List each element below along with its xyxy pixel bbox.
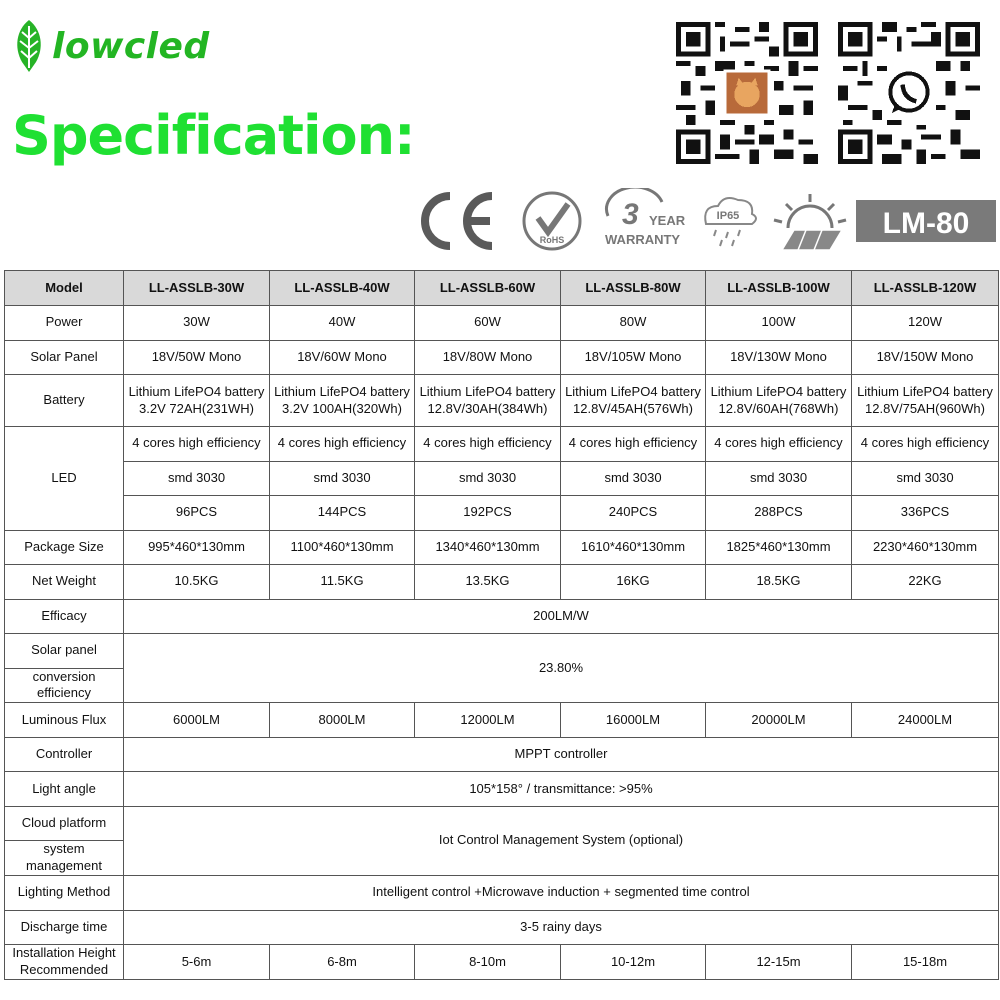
table-row-solar-panel — [5, 340, 999, 375]
table-cell: smd 3030 — [561, 461, 706, 496]
row-label: Light angle — [5, 772, 124, 807]
brand-name: lowcled — [52, 25, 210, 67]
battery-capacity: 12.8V/75AH(960Wh) — [865, 400, 985, 416]
table-cell — [124, 375, 270, 427]
table-cell: 4 cores high efficiency — [706, 427, 852, 462]
whatsapp-qr-code — [838, 22, 980, 164]
battery-type: Lithium LifePO4 battery — [857, 383, 993, 399]
table-cell: 6-8m — [270, 945, 415, 980]
table-cell: 336PCS — [852, 496, 999, 531]
table-cell: smd 3030 — [415, 461, 561, 496]
table-cell: 120W — [852, 306, 999, 341]
table-cell: 60W — [415, 306, 561, 341]
rohs-icon — [524, 193, 580, 249]
table-cell: 192PCS — [415, 496, 561, 531]
svg-text:WARRANTY: WARRANTY — [605, 232, 681, 247]
brand-logo — [12, 16, 210, 76]
table-row-power — [5, 306, 999, 341]
table-cell: 40W — [270, 306, 415, 341]
specification-table — [4, 270, 999, 980]
row-label-line: Recommended — [19, 961, 109, 977]
table-cell: 18V/80W Mono — [415, 340, 561, 375]
leaf-icon — [12, 18, 46, 74]
table-row-lighting-method — [5, 876, 999, 911]
battery-type: Lithium LifePO4 battery — [274, 383, 410, 399]
row-label: Luminous Flux — [5, 703, 124, 738]
table-cell: 240PCS — [561, 496, 706, 531]
table-cell: 2230*460*130mm — [852, 530, 999, 565]
table-cell: 4 cores high efficiency — [415, 427, 561, 462]
table-cell: 1340*460*130mm — [415, 530, 561, 565]
table-row-luminous-flux — [5, 703, 999, 738]
table-cell: 18V/130W Mono — [706, 340, 852, 375]
header-model-80w: LL-ASSLB-80W — [561, 271, 706, 306]
table-cell: 4 cores high efficiency — [124, 427, 270, 462]
table-row-installation-height — [5, 945, 999, 980]
table-cell: 4 cores high efficiency — [270, 427, 415, 462]
svg-text:YEAR: YEAR — [649, 213, 686, 228]
table-row-led-count — [5, 496, 999, 531]
row-label — [5, 945, 124, 980]
svg-text:RoHS: RoHS — [539, 235, 565, 245]
table-cell: 12-15m — [706, 945, 852, 980]
table-row-solar-conversion — [5, 634, 999, 669]
battery-capacity: 12.8V/60AH(768Wh) — [718, 400, 839, 416]
battery-capacity: 12.8V/45AH(576Wh) — [573, 400, 693, 416]
table-header-row — [5, 271, 999, 306]
battery-capacity: 3.2V 100AH(320Wh) — [282, 400, 402, 416]
table-cell: 10-12m — [561, 945, 706, 980]
table-cell: 288PCS — [706, 496, 852, 531]
battery-type: Lithium LifePO4 battery — [710, 383, 847, 399]
table-cell: 24000LM — [852, 703, 999, 738]
table-cell: 13.5KG — [415, 565, 561, 600]
table-cell: 8000LM — [270, 703, 415, 738]
table-cell: 18V/50W Mono — [124, 340, 270, 375]
battery-capacity: 12.8V/30AH(384Wh) — [427, 400, 548, 416]
row-label-line: Installation Height — [12, 945, 116, 961]
table-row-light-angle — [5, 772, 999, 807]
table-cell: 995*460*130mm — [124, 530, 270, 565]
table-cell — [270, 375, 415, 427]
table-cell: 4 cores high efficiency — [852, 427, 999, 462]
ip65-cloud-icon — [705, 198, 756, 246]
table-cell: smd 3030 — [124, 461, 270, 496]
table-row-cloud-platform — [5, 806, 999, 841]
row-label: LED — [5, 427, 124, 531]
table-row-package-size — [5, 530, 999, 565]
header-model-30w: LL-ASSLB-30W — [124, 271, 270, 306]
battery-type: Lithium LifePO4 battery — [419, 383, 556, 399]
ce-mark-icon — [425, 196, 492, 246]
table-cell: 12000LM — [415, 703, 561, 738]
row-label: Lighting Method — [5, 876, 124, 911]
row-label: conversion efficiency — [5, 668, 124, 703]
table-cell: smd 3030 — [270, 461, 415, 496]
row-label: system management — [5, 841, 124, 876]
table-cell: 96PCS — [124, 496, 270, 531]
table-cell: smd 3030 — [706, 461, 852, 496]
lm80-badge — [856, 200, 996, 242]
table-cell — [706, 375, 852, 427]
table-cell: 100W — [706, 306, 852, 341]
table-row-efficacy — [5, 599, 999, 634]
table-cell — [561, 375, 706, 427]
svg-text:IP65: IP65 — [716, 210, 740, 222]
table-cell: 10.5KG — [124, 565, 270, 600]
row-label: Net Weight — [5, 565, 124, 600]
table-cell: 18V/60W Mono — [270, 340, 415, 375]
table-cell: 11.5KG — [270, 565, 415, 600]
table-row-discharge-time — [5, 910, 999, 945]
table-cell: 80W — [561, 306, 706, 341]
table-cell: smd 3030 — [852, 461, 999, 496]
row-label: Battery — [5, 375, 124, 427]
warranty-icon — [605, 188, 686, 247]
table-cell: 1610*460*130mm — [561, 530, 706, 565]
table-cell: 1825*460*130mm — [706, 530, 852, 565]
table-cell: 18.5KG — [706, 565, 852, 600]
certification-icons — [412, 188, 998, 254]
table-cell: 105*158° / transmittance: >95% — [124, 772, 999, 807]
table-cell: 16000LM — [561, 703, 706, 738]
row-label: Discharge time — [5, 910, 124, 945]
table-cell: 30W — [124, 306, 270, 341]
table-cell: 15-18m — [852, 945, 999, 980]
table-cell: 1100*460*130mm — [270, 530, 415, 565]
row-label: Solar Panel — [5, 340, 124, 375]
table-cell: 22KG — [852, 565, 999, 600]
table-cell: Iot Control Management System (optional) — [124, 806, 999, 875]
table-cell: MPPT controller — [124, 737, 999, 772]
solar-sun-icon — [774, 194, 846, 250]
table-cell: 5-6m — [124, 945, 270, 980]
header-model: Model — [5, 271, 124, 306]
battery-capacity: 3.2V 72AH(231WH) — [139, 400, 254, 416]
table-cell: 4 cores high efficiency — [561, 427, 706, 462]
table-row-battery — [5, 375, 999, 427]
row-label: Controller — [5, 737, 124, 772]
battery-type: Lithium LifePO4 battery — [565, 383, 701, 399]
table-row-net-weight — [5, 565, 999, 600]
table-cell: 16KG — [561, 565, 706, 600]
svg-text:3: 3 — [622, 198, 639, 231]
battery-type: Lithium LifePO4 battery — [128, 383, 265, 399]
table-cell: 8-10m — [415, 945, 561, 980]
table-cell: 6000LM — [124, 703, 270, 738]
table-cell: 23.80% — [124, 634, 999, 703]
table-cell: Intelligent control +Microwave induction + segmented time control — [124, 876, 999, 911]
table-row-led-cores — [5, 427, 999, 462]
table-cell — [852, 375, 999, 427]
row-label: Efficacy — [5, 599, 124, 634]
table-row-led-chip — [5, 461, 999, 496]
table-cell: 200LM/W — [124, 599, 999, 634]
table-cell — [415, 375, 561, 427]
page-title: Specification: — [12, 104, 415, 167]
table-cell: 18V/150W Mono — [852, 340, 999, 375]
table-cell: 18V/105W Mono — [561, 340, 706, 375]
row-label: Cloud platform — [5, 806, 124, 841]
table-cell: 20000LM — [706, 703, 852, 738]
header-model-120w: LL-ASSLB-120W — [852, 271, 999, 306]
row-label: Solar panel — [5, 634, 124, 669]
header-model-60w: LL-ASSLB-60W — [415, 271, 561, 306]
table-cell: 144PCS — [270, 496, 415, 531]
header-model-100w: LL-ASSLB-100W — [706, 271, 852, 306]
svg-text:LM-80: LM-80 — [882, 207, 970, 240]
table-cell: 3-5 rainy days — [124, 910, 999, 945]
row-label: Package Size — [5, 530, 124, 565]
row-label: Power — [5, 306, 124, 341]
header-model-40w: LL-ASSLB-40W — [270, 271, 415, 306]
table-row-controller — [5, 737, 999, 772]
wechat-qr-code — [676, 22, 818, 164]
